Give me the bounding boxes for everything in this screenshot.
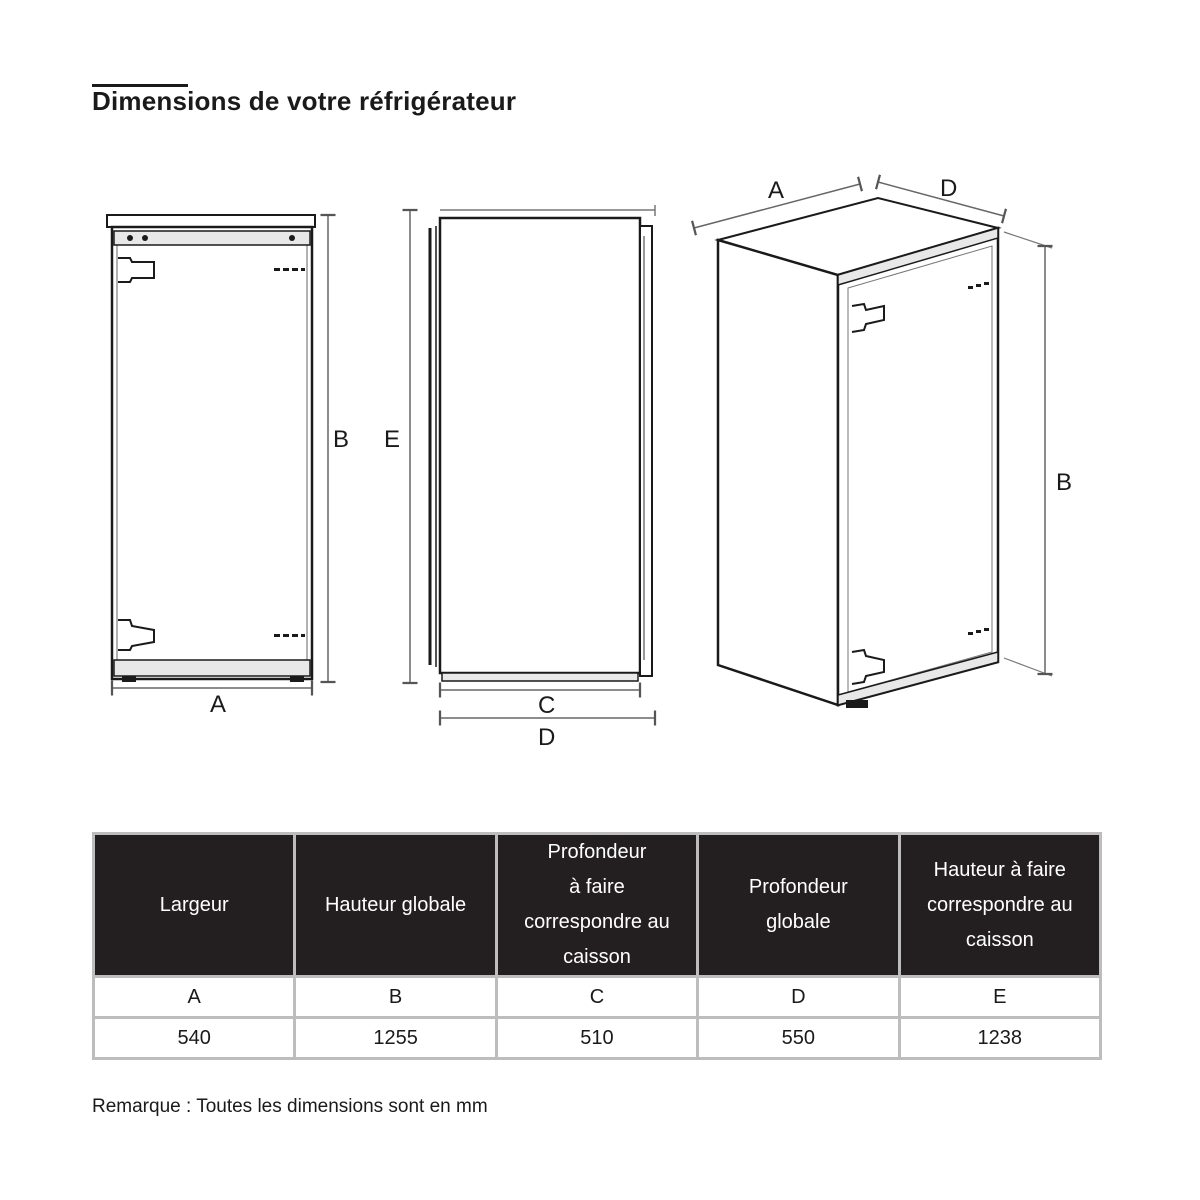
dimension-label-b: B: [333, 426, 350, 453]
header-hauteur-caisson: [899, 834, 1100, 977]
table-cell: A: [94, 977, 295, 1018]
header-line: à faire: [569, 876, 625, 898]
header-line: correspondre au: [524, 911, 670, 933]
front-view: [107, 215, 328, 688]
header-line: correspondre au: [926, 893, 1073, 916]
perspective-side: [718, 240, 838, 705]
dimension-label-d: D: [538, 724, 556, 751]
page-title: Dimensions de votre réfrigérateur: [92, 86, 517, 116]
side-cabinet: [440, 218, 640, 673]
table-cell: 1255: [295, 1018, 496, 1059]
header-line: Hauteur globale: [324, 893, 467, 916]
table-row-values: [94, 1018, 1101, 1059]
table-cell: 550: [698, 1018, 899, 1059]
front-bottom-hinge-bar: [114, 660, 310, 676]
side-view: [410, 205, 655, 718]
units-note: Remarque : Toutes les dimensions sont en mm: [92, 1096, 488, 1117]
dimension-label-a: A: [768, 177, 785, 204]
dimensions-table: [92, 832, 1102, 1060]
dimension-label-e: E: [384, 426, 401, 453]
dimension-label-b: B: [1056, 469, 1073, 496]
perspective-view: [694, 182, 1052, 708]
header-line: Profondeur: [748, 876, 848, 898]
header-line: Largeur: [159, 893, 229, 916]
table-row-letters: [94, 977, 1101, 1018]
header-line: Hauteur à faire: [933, 858, 1066, 881]
table-cell: 540: [94, 1018, 295, 1059]
table-cell: D: [698, 977, 899, 1018]
header-largeur: [94, 834, 295, 977]
header-line: Profondeur: [547, 841, 647, 863]
dimension-label-c: C: [538, 692, 556, 719]
header-profondeur-caisson: [496, 834, 697, 977]
header-line: globale: [766, 911, 831, 933]
dimension-label-d: D: [940, 175, 958, 202]
front-door: [112, 227, 312, 679]
front-top-rail: [107, 215, 315, 227]
perspective-door: [838, 228, 998, 705]
table-cell: 510: [496, 1018, 697, 1059]
header-hauteur-globale: [295, 834, 496, 977]
header-line: caisson: [965, 928, 1034, 951]
dimension-label-a: A: [210, 691, 227, 718]
table-cell: 1238: [899, 1018, 1100, 1059]
header-line: caisson: [563, 946, 631, 968]
table-cell: E: [899, 977, 1100, 1018]
table-cell: C: [496, 977, 697, 1018]
header-profondeur-globale: [698, 834, 899, 977]
table-header-row: [94, 834, 1101, 977]
side-door-profile: [640, 226, 652, 676]
table-cell: B: [295, 977, 496, 1018]
